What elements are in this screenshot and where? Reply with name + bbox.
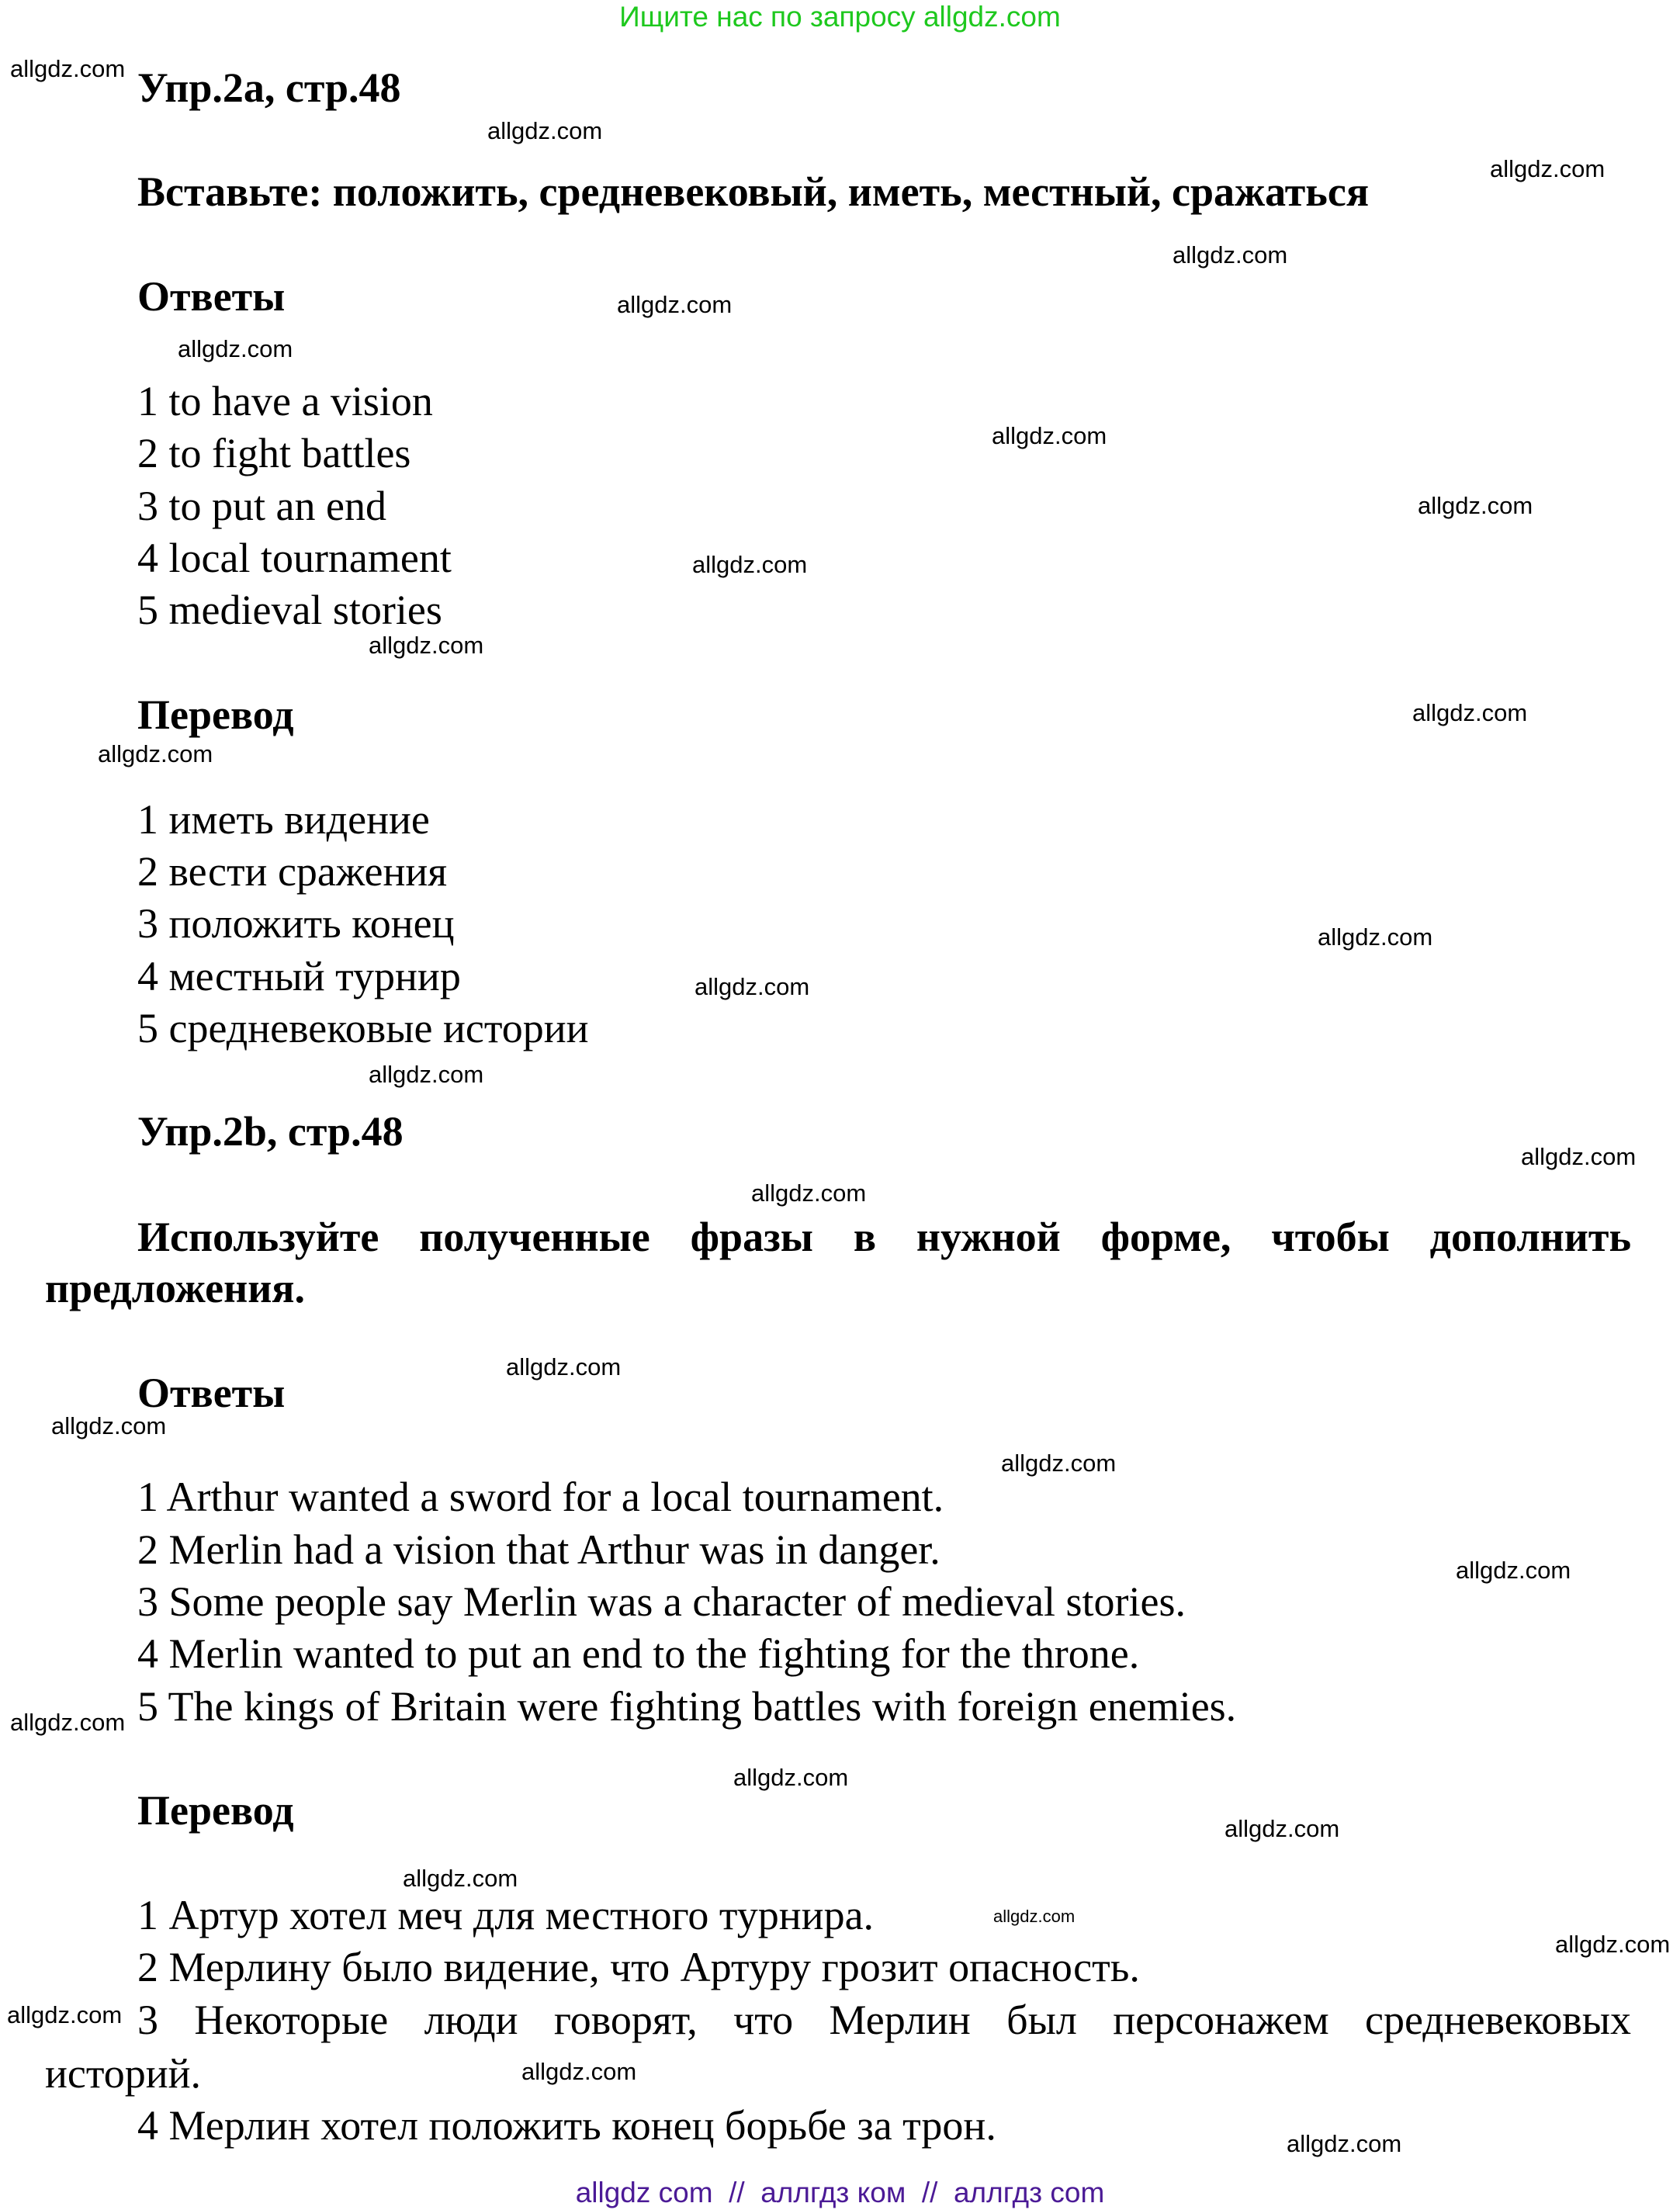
answer-line: 5 medieval stories <box>137 587 442 633</box>
answer-line: 3 to put an end <box>137 483 386 529</box>
watermark: allgdz.com <box>521 2058 637 2085</box>
watermark: allgdz.com <box>692 551 808 578</box>
translation-line: 3 Некоторые люди говорят, что Мерлин был персонажем средневековых <box>137 1997 1631 2043</box>
watermark: allgdz.com <box>992 422 1107 449</box>
answer-line: 2 to fight battles <box>137 430 411 476</box>
watermark: allgdz.com <box>506 1353 622 1380</box>
watermark: allgdz.com <box>1318 923 1433 951</box>
watermark: allgdz.com <box>1287 2130 1402 2157</box>
translation-line: 4 Мерлин хотел положить конец борьбе за трон. <box>137 2102 996 2149</box>
watermark: allgdz.com <box>1412 699 1528 726</box>
answer-line: 2 Merlin had a vision that Arthur was in danger. <box>137 1526 940 1573</box>
watermark: allgdz.com <box>1555 1931 1671 1958</box>
exercise-2a-instruction: Вставьте: положить, средневековый, иметь, местный, сражаться <box>137 168 1370 215</box>
watermark: allgdz.com <box>1521 1143 1637 1170</box>
watermark: allgdz.com <box>98 740 213 767</box>
watermark: allgdz.com <box>1224 1815 1340 1842</box>
answer-line: 5 The kings of Britain were fighting battles with foreign enemies. <box>137 1683 1237 1730</box>
watermark: allgdz.com <box>1456 1557 1571 1584</box>
exercise-2b-instruction: Используйте полученные фразы в нужной форме, чтобы дополнить <box>137 1214 1631 1260</box>
translation-heading: Перевод <box>137 1787 294 1834</box>
footer-links: allgdz com // аллгдз ком // аллгдз com <box>575 2177 1105 2208</box>
watermark: allgdz.com <box>369 632 484 659</box>
translation-line: 2 Мерлину было видение, что Артуру грозит опасность. <box>137 1944 1140 1990</box>
watermark: allgdz.com <box>1490 155 1606 182</box>
watermark: allgdz.com <box>733 1764 849 1791</box>
translation-line-cont: историй. <box>45 2050 202 2097</box>
watermark: allgdz.com <box>7 2001 123 2028</box>
exercise-2b-title: Упр.2b, стр.48 <box>137 1108 404 1155</box>
watermark: allgdz.com <box>10 1709 126 1736</box>
watermark: allgdz.com <box>617 291 733 318</box>
answer-line: 1 Arthur wanted a sword for a local tournament. <box>137 1474 944 1520</box>
translation-line: 1 Артур хотел меч для местного турнира. <box>137 1892 875 1938</box>
answers-heading: Ответы <box>137 273 286 320</box>
answer-line: 1 to have a vision <box>137 378 433 424</box>
watermark: allgdz.com <box>695 973 810 1000</box>
answer-line: 4 local tournament <box>137 535 452 581</box>
watermark: allgdz.com <box>487 117 603 144</box>
translation-line: 4 местный турнир <box>137 953 461 999</box>
translation-line: 2 вести сражения <box>137 848 448 895</box>
watermark: allgdz.com <box>1418 492 1533 519</box>
exercise-2b-instruction-cont: предложения. <box>45 1265 306 1311</box>
watermark: allgdz.com <box>10 55 126 82</box>
translation-line: 3 положить конец <box>137 900 455 947</box>
answer-line: 4 Merlin wanted to put an end to the fighting for the throne. <box>137 1630 1140 1677</box>
translation-heading: Перевод <box>137 691 294 738</box>
watermark: allgdz.com <box>1173 241 1288 268</box>
watermark: allgdz.com <box>178 335 293 362</box>
search-banner: Ищите нас по запросу allgdz.com <box>619 1 1061 33</box>
watermark: allgdz.com <box>993 1907 1076 1926</box>
watermark: allgdz.com <box>1001 1450 1117 1477</box>
watermark: allgdz.com <box>751 1179 867 1207</box>
answers-heading: Ответы <box>137 1370 286 1416</box>
watermark: allgdz.com <box>51 1412 167 1439</box>
exercise-2a-title: Упр.2а, стр.48 <box>137 64 401 111</box>
translation-line: 1 иметь видение <box>137 796 430 843</box>
translation-line: 5 средневековые истории <box>137 1005 589 1051</box>
answer-line: 3 Some people say Merlin was a character of medieval stories. <box>137 1578 1186 1625</box>
watermark: allgdz.com <box>369 1061 484 1088</box>
watermark: allgdz.com <box>403 1865 518 1892</box>
